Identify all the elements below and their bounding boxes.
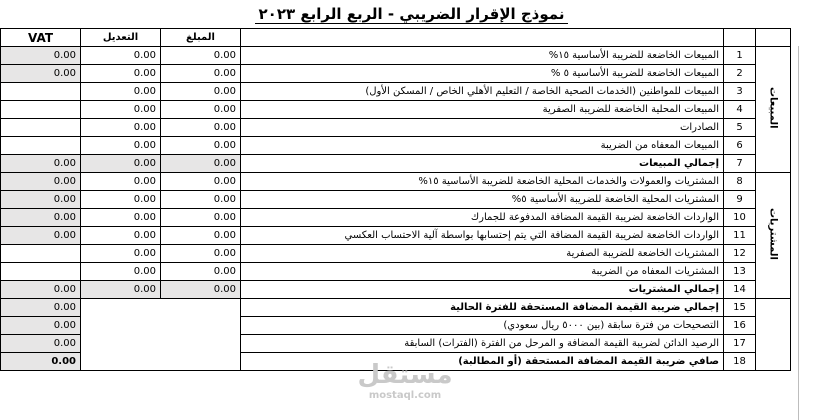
row-label: الواردات الخاضعة لضريبة القيمة المضافة المدفوعة للجمارك bbox=[241, 209, 724, 227]
amount-cell[interactable]: 0.00 bbox=[161, 191, 241, 209]
table-row bbox=[1, 119, 791, 137]
row-label: صافي ضريبة القيمة المضافة المستحقة (أو المطالبة) bbox=[241, 353, 724, 371]
watermark-site: mostaql.com bbox=[368, 390, 442, 401]
vat-cell-empty bbox=[1, 101, 81, 119]
amount-cell[interactable]: 0.00 bbox=[161, 65, 241, 83]
total-row-purchases bbox=[1, 281, 791, 299]
row-label: الواردات الخاضعة لضريبة القيمة المضافة التي يتم إحتسابها بواسطة آلية الاحتساب العكسي bbox=[241, 227, 724, 245]
mostaql-watermark bbox=[335, 360, 475, 410]
summary-side-blank bbox=[756, 299, 791, 371]
adjustment-cell[interactable]: 0.00 bbox=[81, 119, 161, 137]
adjustment-cell[interactable]: 0.00 bbox=[81, 83, 161, 101]
vat-cell-empty bbox=[1, 137, 81, 155]
adjustment-cell[interactable]: 0.00 bbox=[81, 137, 161, 155]
adjustment-cell[interactable]: 0.00 bbox=[81, 155, 161, 173]
adjustment-cell[interactable]: 0.00 bbox=[81, 65, 161, 83]
row-number: 9 bbox=[724, 191, 756, 209]
vat-cell[interactable]: 0.00 bbox=[1, 335, 81, 353]
vat-cell[interactable]: 0.00 bbox=[1, 191, 81, 209]
row-label: المبيعات المحلية الخاضعة للضريبة الصفرية bbox=[241, 101, 724, 119]
row-number: 18 bbox=[724, 353, 756, 371]
amount-cell[interactable]: 0.00 bbox=[161, 173, 241, 191]
header-vat: VAT bbox=[1, 29, 81, 47]
form-title: نموذج الإقرار الضريبي - الربع الرابع ٢٠٢٣ bbox=[0, 0, 823, 28]
amount-cell[interactable]: 0.00 bbox=[161, 101, 241, 119]
adjustment-cell[interactable]: 0.00 bbox=[81, 227, 161, 245]
amount-cell[interactable]: 0.00 bbox=[161, 83, 241, 101]
row-label: الرصيد الدائن لضريبة القيمة المضافة و المرحل من الفترة (الفترات) السابقة bbox=[241, 335, 724, 353]
table-row bbox=[1, 83, 791, 101]
summary-row bbox=[1, 299, 791, 317]
table-row bbox=[1, 245, 791, 263]
sheet-right-margin bbox=[798, 46, 823, 420]
row-number: 4 bbox=[724, 101, 756, 119]
row-label: إجمالي المبيعات bbox=[241, 155, 724, 173]
amount-cell[interactable]: 0.00 bbox=[161, 209, 241, 227]
table-row bbox=[1, 263, 791, 281]
adjustment-cell[interactable]: 0.00 bbox=[81, 191, 161, 209]
row-label: المشتريات والعمولات والخدمات المحلية الخاضعة للضريبة الأساسية ١٥% bbox=[241, 173, 724, 191]
row-label: المبيعات الخاضعة للضريبة الأساسية ٥ % bbox=[241, 65, 724, 83]
row-number: 12 bbox=[724, 245, 756, 263]
row-number: 6 bbox=[724, 137, 756, 155]
adjustment-cell[interactable]: 0.00 bbox=[81, 281, 161, 299]
row-number: 17 bbox=[724, 335, 756, 353]
row-number: 1 bbox=[724, 47, 756, 65]
amount-cell[interactable]: 0.00 bbox=[161, 119, 241, 137]
row-label: المشتريات المعفاه من الضريبة bbox=[241, 263, 724, 281]
row-number: 2 bbox=[724, 65, 756, 83]
table-row bbox=[1, 173, 791, 191]
amount-cell[interactable]: 0.00 bbox=[161, 281, 241, 299]
row-label: المشتريات المحلية الخاضعة للضريبة الأساسية ٥% bbox=[241, 191, 724, 209]
tax-return-table bbox=[0, 28, 791, 371]
row-label: الصادرات bbox=[241, 119, 724, 137]
table-row bbox=[1, 47, 791, 65]
vat-cell[interactable]: 0.00 bbox=[1, 209, 81, 227]
adjustment-cell[interactable]: 0.00 bbox=[81, 101, 161, 119]
vat-cell[interactable]: 0.00 bbox=[1, 227, 81, 245]
header-blank bbox=[241, 29, 724, 47]
row-number: 10 bbox=[724, 209, 756, 227]
adjustment-cell[interactable]: 0.00 bbox=[81, 263, 161, 281]
row-number: 16 bbox=[724, 317, 756, 335]
vat-cell[interactable]: 0.00 bbox=[1, 65, 81, 83]
watermark-logo: مستقل bbox=[357, 360, 453, 390]
header-adjustment: التعديل bbox=[81, 29, 161, 47]
row-label: المبيعات المعفاه من الضريبة bbox=[241, 137, 724, 155]
table-row bbox=[1, 209, 791, 227]
vat-cell[interactable]: 0.00 bbox=[1, 173, 81, 191]
row-label: المشتريات الخاضعة للضريبة الصفرية bbox=[241, 245, 724, 263]
row-label: التصحيحات من فترة سابقة (بين ٥٠٠٠ ريال سعودي) bbox=[241, 317, 724, 335]
row-number: 7 bbox=[724, 155, 756, 173]
table-row bbox=[1, 137, 791, 155]
vat-cell-empty bbox=[1, 245, 81, 263]
vat-cell-empty bbox=[1, 119, 81, 137]
header-row bbox=[1, 29, 791, 47]
row-label: إجمالي المشتريات bbox=[241, 281, 724, 299]
row-label: إجمالي ضريبة القيمة المضافة المستحقة للفترة الحالية bbox=[241, 299, 724, 317]
adjustment-cell[interactable]: 0.00 bbox=[81, 47, 161, 65]
table-row bbox=[1, 227, 791, 245]
row-number: 5 bbox=[724, 119, 756, 137]
adjustment-cell[interactable]: 0.00 bbox=[81, 245, 161, 263]
vat-cell[interactable]: 0.00 bbox=[1, 317, 81, 335]
row-number: 15 bbox=[724, 299, 756, 317]
header-amount: المبلغ bbox=[161, 29, 241, 47]
vat-cell[interactable]: 0.00 bbox=[1, 47, 81, 65]
row-label: المبيعات الخاضعة للضريبة الأساسية ١٥% bbox=[241, 47, 724, 65]
group-label-purchases: المشتريات bbox=[756, 173, 791, 299]
group-label-sales: المبيعات bbox=[756, 47, 791, 173]
header-blank bbox=[724, 29, 756, 47]
vat-cell[interactable]: 0.00 bbox=[1, 299, 81, 317]
total-row-sales bbox=[1, 155, 791, 173]
row-label: المبيعات للمواطنين (الخدمات الصحية الخاصة / التعليم الأهلي الخاص / المسكن الأول) bbox=[241, 83, 724, 101]
amount-cell[interactable]: 0.00 bbox=[161, 263, 241, 281]
amount-cell[interactable]: 0.00 bbox=[161, 155, 241, 173]
row-number: 8 bbox=[724, 173, 756, 191]
amount-cell[interactable]: 0.00 bbox=[161, 47, 241, 65]
row-number: 11 bbox=[724, 227, 756, 245]
row-number: 3 bbox=[724, 83, 756, 101]
header-blank bbox=[756, 29, 791, 47]
amount-cell[interactable]: 0.00 bbox=[161, 227, 241, 245]
adjustment-cell[interactable]: 0.00 bbox=[81, 209, 161, 227]
vat-cell-empty bbox=[1, 263, 81, 281]
table-row bbox=[1, 101, 791, 119]
row-number: 13 bbox=[724, 263, 756, 281]
adjustment-cell[interactable]: 0.00 bbox=[81, 173, 161, 191]
summary-blank-area bbox=[81, 299, 241, 371]
vat-cell[interactable]: 0.00 bbox=[1, 353, 81, 371]
vat-cell[interactable]: 0.00 bbox=[1, 281, 81, 299]
amount-cell[interactable]: 0.00 bbox=[161, 137, 241, 155]
amount-cell[interactable]: 0.00 bbox=[161, 245, 241, 263]
vat-cell-empty bbox=[1, 83, 81, 101]
row-number: 14 bbox=[724, 281, 756, 299]
vat-cell[interactable]: 0.00 bbox=[1, 155, 81, 173]
table-row bbox=[1, 65, 791, 83]
table-row bbox=[1, 191, 791, 209]
